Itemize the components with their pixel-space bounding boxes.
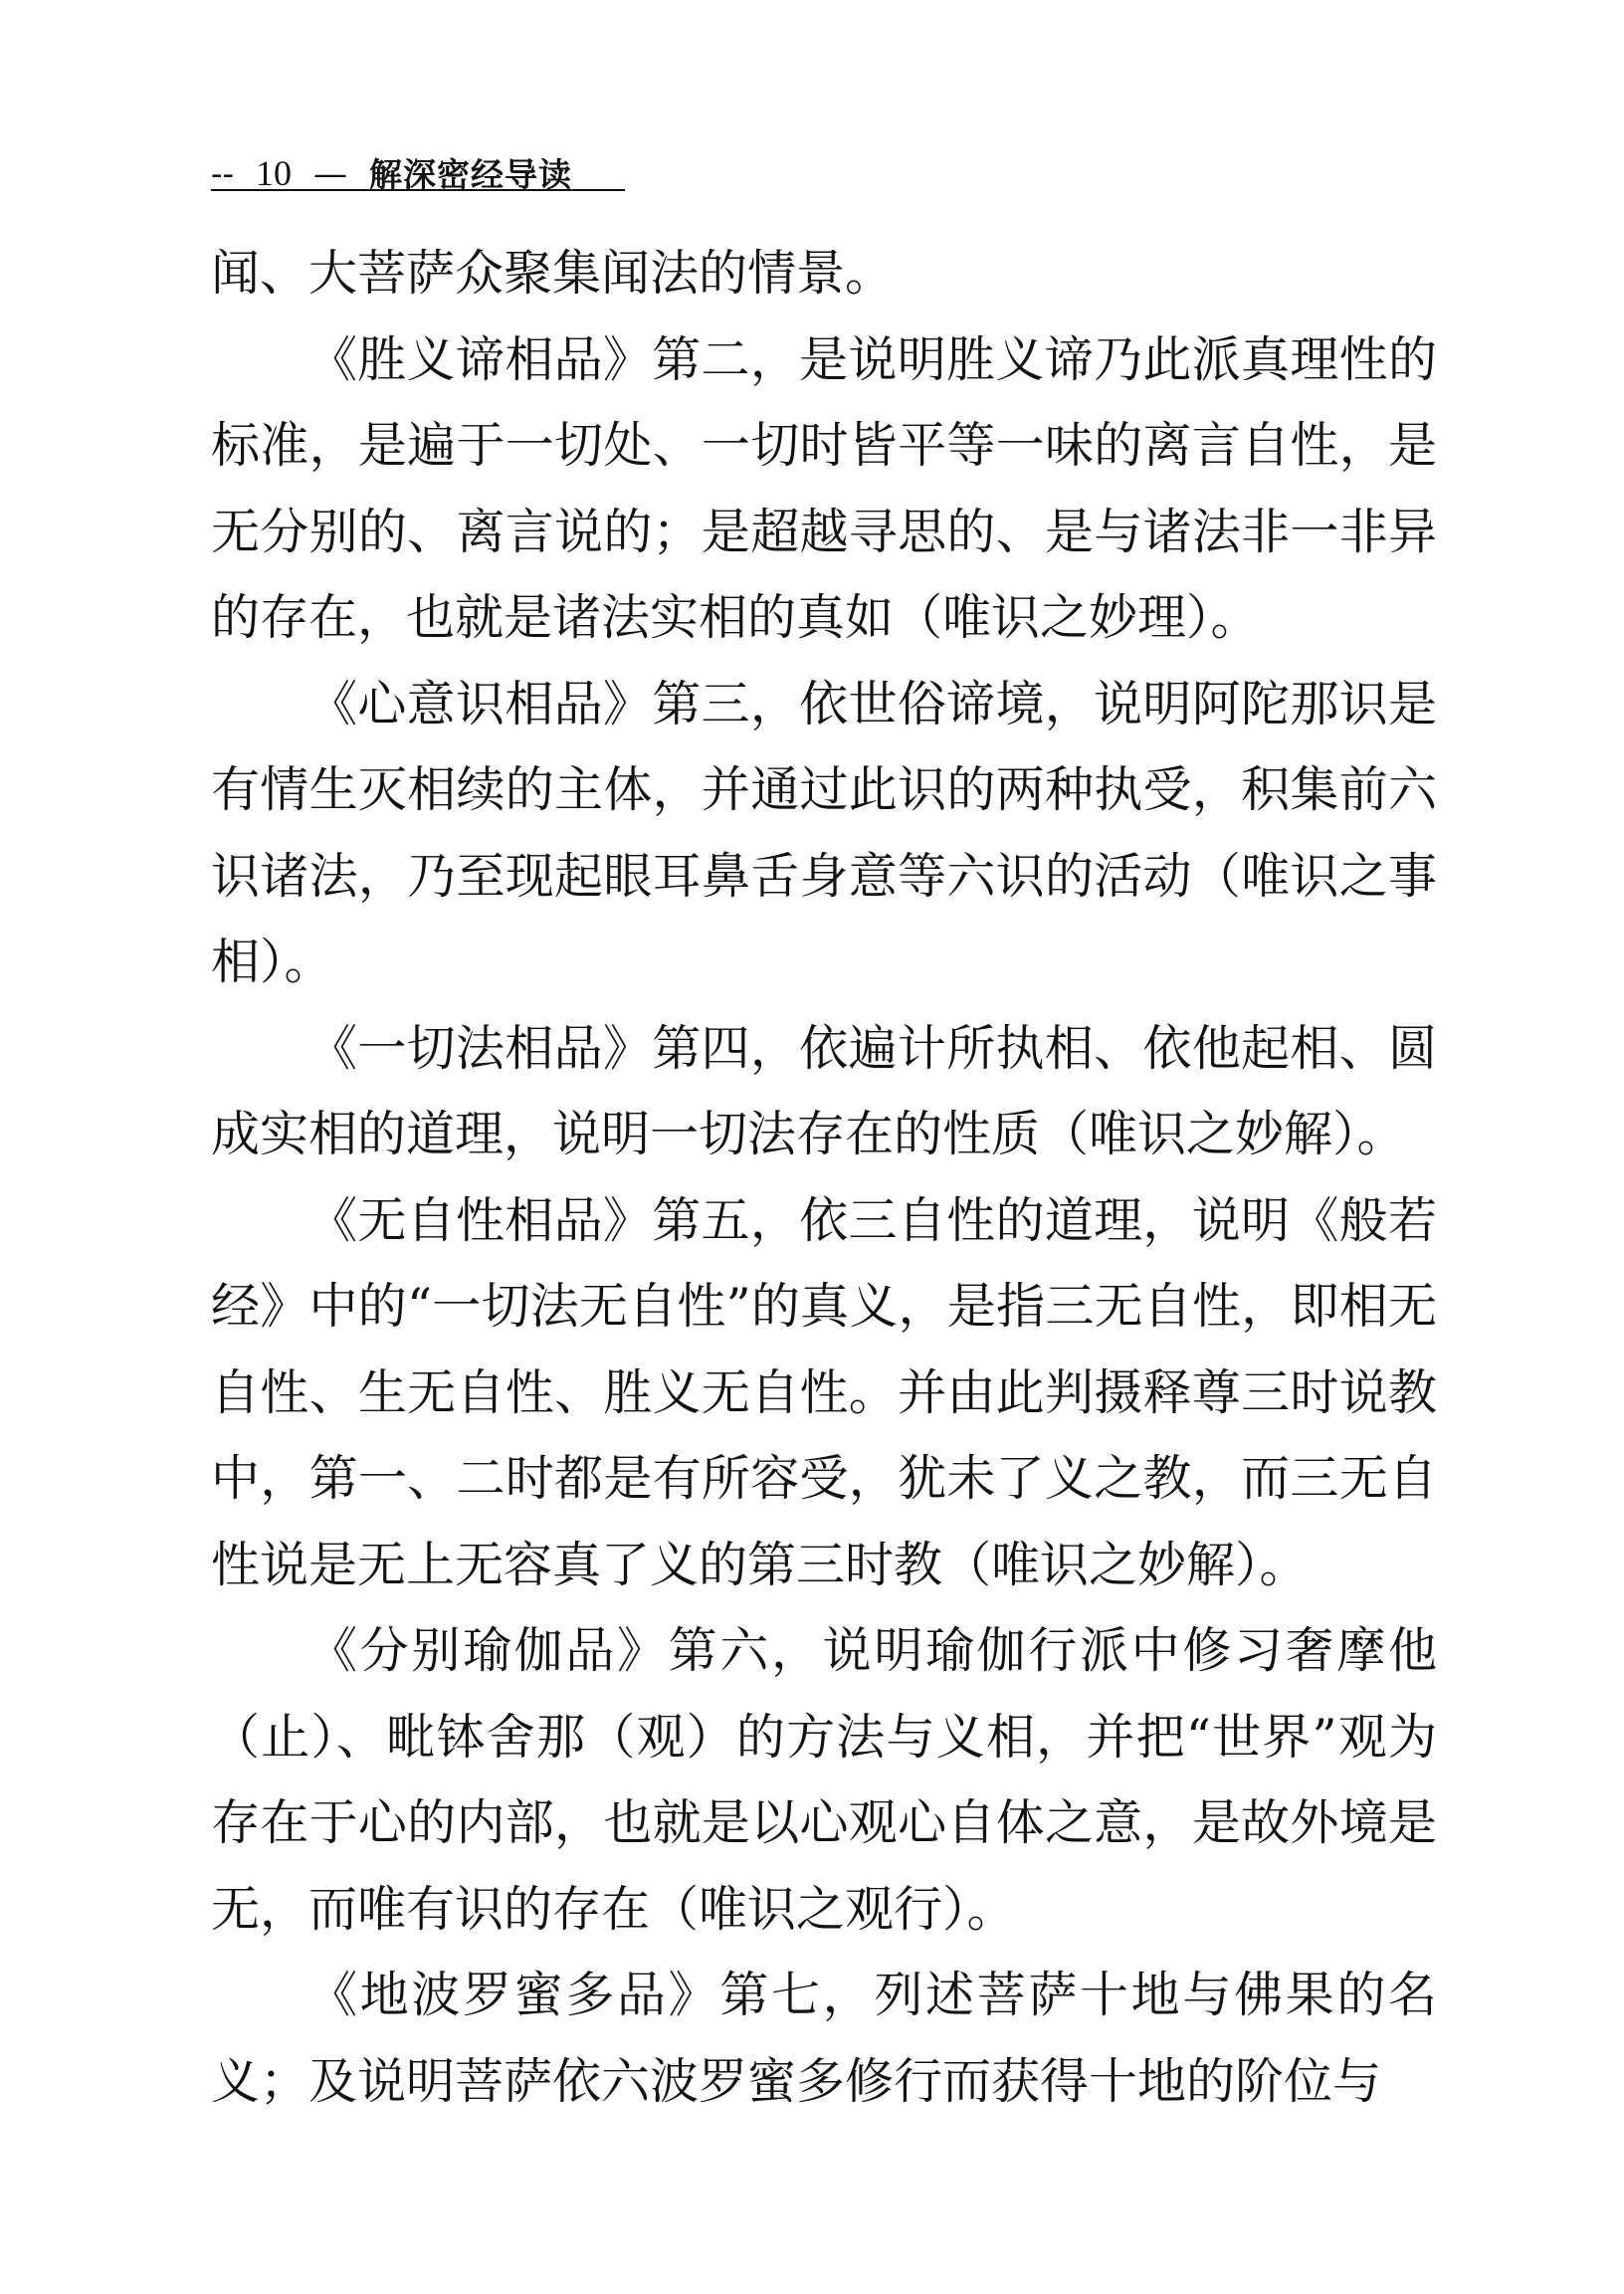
paragraph-chapter-6: 《分别瑜伽品》第六，说明瑜伽行派中修习奢摩他（止）、毗钵舍那（观）的方法与义相，并把“世界”观为存在于心的内部，也就是以心观心自体之意，是故外境是无，而唯有识的存在（唯识之观行）。 <box>211 1622 1437 1938</box>
paragraph-continuation: 闻、大菩萨众聚集闻法的情景。 <box>211 245 895 302</box>
page-number: 10 <box>255 153 292 193</box>
running-header <box>211 135 572 194</box>
body-text <box>211 231 1437 2125</box>
paragraph-chapter-7: 《地波罗蜜多品》第七，列述菩萨十地与佛果的名义；及说明菩萨依六波罗蜜多修行而获得十地的阶位与 <box>211 1967 1437 2110</box>
paragraph-chapter-4: 《一切法相品》第四，依遍计所执相、依他起相、圆成实相的道理，说明一切法存在的性质（唯识之妙解）。 <box>211 1019 1437 1162</box>
header-rule <box>211 189 625 191</box>
book-title: 解深密经导读 <box>368 155 572 194</box>
paragraph-chapter-3: 《心意识相品》第三，依世俗谛境，说明阿陀那识是有情生灭相续的主体，并通过此识的两种执受，积集前六识诸法，乃至现起眼耳鼻舌身意等六识的活动（唯识之事相）。 <box>211 675 1437 990</box>
paragraph-chapter-2: 《胜义谛相品》第二，是说明胜义谛乃此派真理性的标准，是遍于一切处、一切时皆平等一味的离言自性，是无分别的、离言说的；是超越寻思的、是与诸法非一非异的存在，也就是诸法实相的真如（唯识之妙理）。 <box>211 330 1437 646</box>
paragraph-chapter-5: 《无自性相品》第五，依三自性的道理，说明《般若经》中的“一切法无自性”的真义，是指三无自性，即相无自性、生无自性、胜义无自性。并由此判摄释尊三时说教中，第一、二时都是有所容受，犹未了义之教，而三无自性说是无上无容真了义的第三时教（唯识之妙解）。 <box>211 1191 1437 1593</box>
header-dash-left: -- <box>211 154 234 194</box>
header-dash-right: — <box>312 154 347 194</box>
